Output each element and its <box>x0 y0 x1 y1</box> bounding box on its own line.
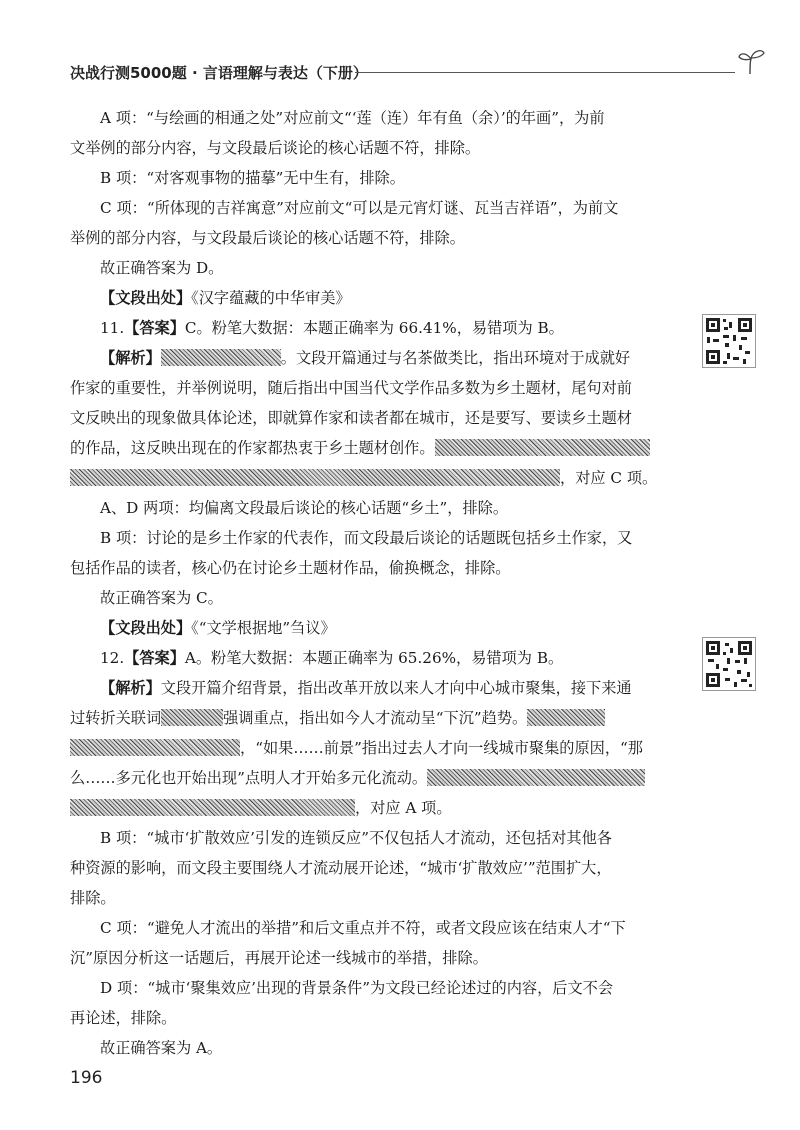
answer-label: 【答案】 <box>124 649 185 667</box>
source-text: 《“文学根据地”刍议》 <box>191 619 336 637</box>
source-text: 《汉字蕴藏的中华审美》 <box>191 289 351 307</box>
redacted-text <box>427 769 645 786</box>
header-rule <box>355 72 735 73</box>
source-line <box>70 613 675 643</box>
paragraph-line: B 项：“对客观事物的描摹”无中生有，排除。 <box>100 169 405 187</box>
redacted-text <box>161 709 223 726</box>
answer-line <box>70 313 675 343</box>
answer-label: 【答案】 <box>124 319 185 337</box>
answer-line <box>70 643 675 673</box>
analysis-text: 过转折关联词 <box>70 709 162 727</box>
analysis-line <box>70 463 675 493</box>
analysis-label: 【解析】 <box>100 349 161 367</box>
paragraph-line: B 项：讨论的是乡土作家的代表作，而文段最后谈论的话题既包括乡土作家，又 <box>100 529 633 547</box>
redacted-text <box>70 739 240 756</box>
conclusion-line: 故正确答案为 A。 <box>100 1039 223 1057</box>
paragraph-line: 包括作品的读者，核心仍在讨论乡土题材作品，偷换概念，排除。 <box>70 559 511 577</box>
paragraph-line: 再论述，排除。 <box>70 1009 177 1027</box>
sprout-icon <box>736 46 766 76</box>
analysis-line: 作家的重要性，并举例说明，随后指出中国当代文学作品多数为乡土题材，尾句对前 <box>70 379 632 397</box>
analysis-text: ，对应 A 项。 <box>355 799 452 817</box>
redacted-text <box>70 799 355 816</box>
redacted-text <box>527 709 605 726</box>
source-line <box>70 283 675 313</box>
source-label: 【文段出处】 <box>100 289 192 307</box>
paragraph-line: 文举例的部分内容，与文段最后谈论的核心话题不符，排除。 <box>70 139 481 157</box>
question-number: 12. <box>100 649 125 667</box>
paragraph-line: B 项：“城市‘扩散效应’引发的连锁反应”不仅包括人才流动，还包括对其他各 <box>100 829 612 847</box>
qr-code-icon[interactable] <box>702 637 756 691</box>
redacted-text <box>70 469 560 486</box>
analysis-text: 。文段开篇通过与名茶做类比，指出环境对于成就好 <box>280 349 631 367</box>
conclusion-line: 故正确答案为 D。 <box>100 259 224 277</box>
page-body <box>70 103 675 1063</box>
analysis-label: 【解析】 <box>100 679 161 697</box>
analysis-text: 的作品，这反映出现在的作家都热衷于乡土题材创作。 <box>70 439 435 457</box>
analysis-line <box>70 793 675 823</box>
paragraph-line: C 项：“避免人才流出的举措”和后文重点并不符，或者文段应该在结束人才“下 <box>100 919 626 937</box>
paragraph-line: 种资源的影响，而文段主要围绕人才流动展开论述，“城市‘扩散效应’”范围扩大， <box>70 859 612 877</box>
book-title: 决战行测5000题 · 言语理解与表达（下册） <box>70 64 368 82</box>
running-header <box>70 60 765 84</box>
analysis-line <box>70 343 675 373</box>
analysis-line <box>70 733 675 763</box>
paragraph-line: A 项：“与绘画的相通之处”对应前文“‘莲（连）年有鱼（余）’的年画”，为前 <box>100 109 605 127</box>
analysis-text: ，对应 C 项。 <box>560 469 658 487</box>
analysis-line <box>70 673 675 703</box>
question-number: 11. <box>100 319 125 337</box>
paragraph-line: 沉”原因分析这一话题后，再展开论述一线城市的举措，排除。 <box>70 949 488 967</box>
analysis-line <box>70 703 675 733</box>
answer-text: A。粉笔大数据：本题正确率为 65.26%，易错项为 B。 <box>184 649 564 667</box>
qr-code-pattern <box>703 638 755 690</box>
redacted-text <box>161 349 281 366</box>
source-label: 【文段出处】 <box>100 619 192 637</box>
analysis-text: ，“如果……前景”指出过去人才向一线城市聚集的原因，“那 <box>240 739 643 757</box>
qr-code-icon[interactable] <box>702 314 756 368</box>
analysis-line <box>70 433 675 463</box>
page-number: 196 <box>70 1068 103 1088</box>
analysis-line: 文反映出的现象做具体论述，即就算作家和读者都在城市，还是要写、要读乡土题材 <box>70 409 632 427</box>
analysis-text: 么……多元化也开始出现”点明人才开始多元化流动。 <box>70 769 428 787</box>
analysis-text: 强调重点，指出如今人才流动呈“下沉”趋势。 <box>223 709 528 727</box>
redacted-text <box>435 439 650 456</box>
paragraph-line: D 项：“城市‘聚集效应’出现的背景条件”为文段已经论述过的内容，后文不会 <box>100 979 614 997</box>
paragraph-line: 举例的部分内容，与文段最后谈论的核心话题不符，排除。 <box>70 229 465 247</box>
paragraph-line: A、D 两项：均偏离文段最后谈论的核心话题“乡土”，排除。 <box>100 499 509 517</box>
analysis-line <box>70 763 675 793</box>
paragraph-line: C 项：“所体现的吉祥寓意”对应前文“可以是元宵灯谜、瓦当吉祥语”，为前文 <box>100 199 619 217</box>
answer-text: C。粉笔大数据：本题正确率为 66.41%，易错项为 B。 <box>184 319 564 337</box>
qr-code-pattern <box>703 315 755 367</box>
conclusion-line: 故正确答案为 C。 <box>100 589 223 607</box>
analysis-text: 文段开篇介绍背景，指出改革开放以来人才向中心城市聚集，接下来通 <box>160 679 632 697</box>
paragraph-line: 排除。 <box>70 889 116 907</box>
